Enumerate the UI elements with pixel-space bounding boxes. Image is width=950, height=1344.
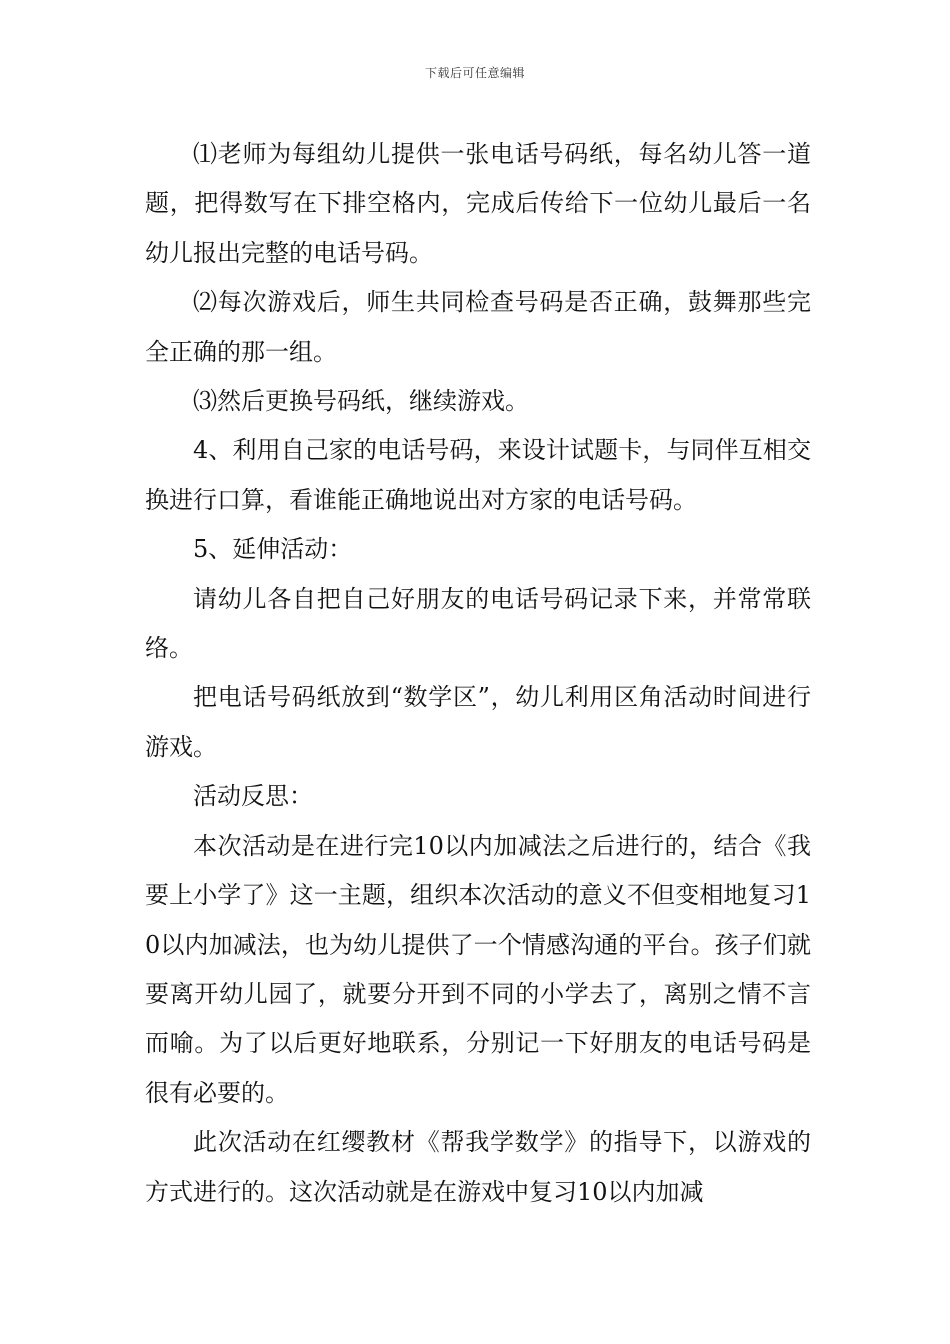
paragraph-extension-1: 请幼儿各自把自己好朋友的电话号码记录下来，并常常联络。 (145, 584, 811, 663)
paragraph-game-step-2: ⑵每次游戏后，师生共同检查号码是否正确，鼓舞那些完全正确的那一组。 (145, 288, 811, 366)
paragraph-step-5-heading: 5、延伸活动： (193, 535, 353, 564)
paragraph-reflection-1: 本次活动是在进行完10以内加减法之后进行的，结合《我要上小学了》这一主题，组织本次活动的意义不但变相地复习10以内加减法，也为幼儿提供了一个情感沟通的平台。孩子们就要离开幼儿园了，就要分开到不同的小学去了，离别之情不言而喻。为了以后更好地联系，分别记一下好朋友的电话号码是很有必要的。 (145, 831, 811, 1107)
paragraph-step-4: 4、利用自己家的电话号码，来设计试题卡，与同伴互相交换进行口算，看谁能正确地说出对方家的电话号码。 (145, 436, 811, 514)
document-body (145, 130, 811, 1217)
paragraph-reflection-heading: 活动反思： (193, 782, 313, 811)
page-header: 下载后可任意编辑 (424, 66, 525, 80)
paragraph-game-step-3: ⑶然后更换号码纸，继续游戏。 (193, 387, 529, 416)
paragraph-extension-2: 把电话号码纸放到“数学区”，幼儿利用区角活动时间进行游戏。 (145, 683, 811, 761)
paragraph-reflection-2: 此次活动在红缨教材《帮我学数学》的指导下，以游戏的方式进行的。这次活动就是在游戏中复习10以内加减 (145, 1128, 811, 1206)
paragraph-game-step-1: ⑴老师为每组幼儿提供一张电话号码纸，每名幼儿答一道题，把得数写在下排空格内，完成后传给下一位幼儿最后一名幼儿报出完整的电话号码。 (145, 140, 811, 267)
